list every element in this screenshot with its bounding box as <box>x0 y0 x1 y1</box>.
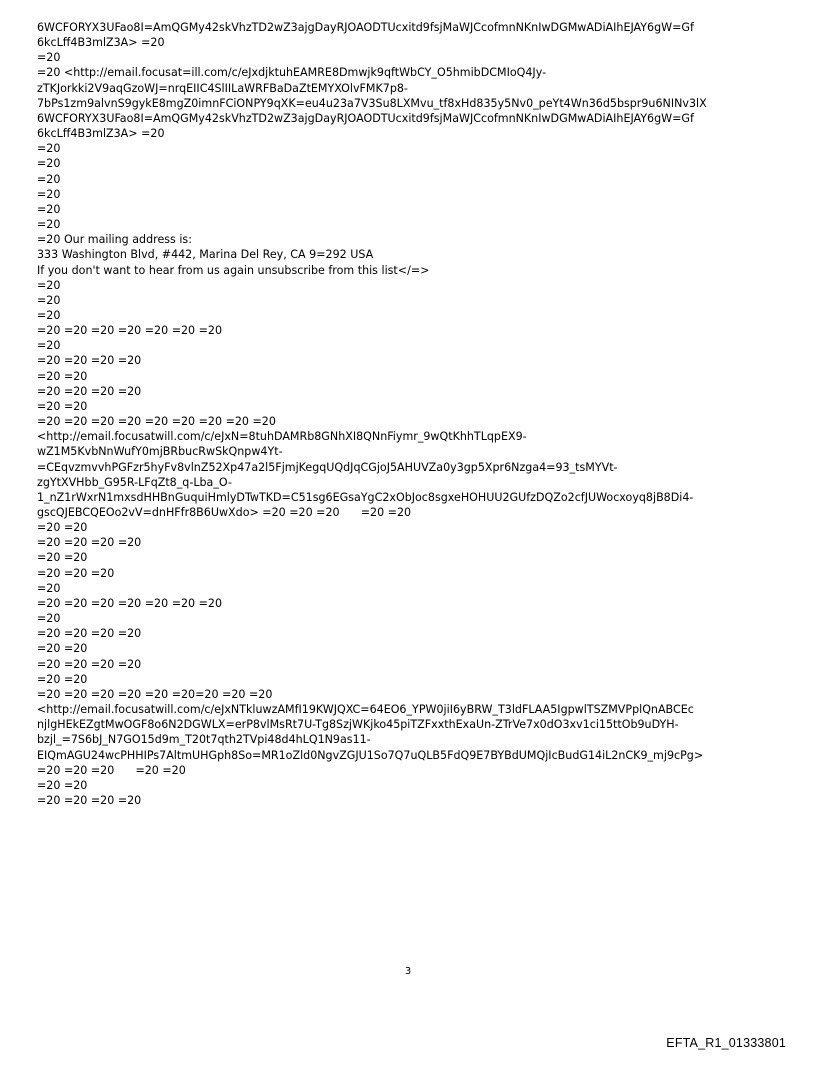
text-line: 7bPs1zm9alvnS9gykE8mgZ0imnFCiONPY9qXK=eu4u23a7V3Su8LXMvu_tf8xHd835y5Nv0_peYt4Wn36d5bspr9u6NINv3lX <box>37 96 707 110</box>
text-line: =20 =20 <box>37 642 88 656</box>
text-line: =20 Our mailing address is: <box>37 233 192 247</box>
text-line: =20 <box>37 612 61 626</box>
text-line: =20 <box>37 157 61 171</box>
text-line: =20 =20 =20 =20 <box>37 536 142 550</box>
text-line: =20 =20 <box>37 778 88 792</box>
text-line: =20 =20 =20 =20 <box>37 657 142 671</box>
text-line: =20 <box>37 142 61 156</box>
text-line: =20 <box>37 172 61 186</box>
text-line: =20 =20 =20 =20 =20 <box>37 763 186 777</box>
text-line: =20 <http://email.focusat=ill.com/c/eJxdjktuhEAMRE8Dmwjk9qftWbCY_O5hmibDCMIoQ4Jy- <box>37 66 547 80</box>
text-line: =CEqvzmvvhPGFzr5hyFv8vlnZ52Xp47a2l5FjmjKegqUQdJqCGjoJ5AHUVZa0y3gp5Xpr6Nzga4=93_tsMYVt- <box>37 460 618 474</box>
text-line: =20 =20 <box>37 551 88 565</box>
text-line: =20 =20 =20 =20 <box>37 354 142 368</box>
text-line: 6kcLff4B3mlZ3A> =20 <box>37 36 165 50</box>
text-line: =20 =20 <box>37 399 88 413</box>
text-line: =20 <box>37 187 61 201</box>
text-line: =20 =20 =20 =20 =20 =20 =20 <box>37 324 223 338</box>
text-line: wZ1M5KvbNnWufY0mjBRbucRwSkQnpw4Yt- <box>37 445 283 459</box>
text-line: =20 <box>37 51 61 65</box>
text-line: =20 =20 <box>37 672 88 686</box>
text-line: =20 <box>37 581 61 595</box>
text-line: =20 <box>37 293 61 307</box>
text-line: =20 =20 =20 =20 =20 =20 =20 <box>37 596 223 610</box>
text-line: =20 =20 =20 <box>37 566 115 580</box>
text-line: =20 =20 <box>37 369 88 383</box>
text-line: gscQJEBCQEOo2vV=dnHFfr8B6UwXdo> =20 =20 =20 =20 =20 <box>37 506 412 519</box>
text-line: 6WCFORYX3UFao8I=AmQGMy42skVhzTD2wZ3ajgDayRJOAODTUcxitd9fsjMaWJCcofmnNKnIwDGMwADiAIhEJAY6gW=Gf <box>37 21 694 34</box>
text-line: =20 =20 =20 =20 <box>37 384 142 398</box>
text-line: =20 <box>37 308 61 322</box>
text-line: bzjl_=7S6bJ_N7GO15d9m_T20t7qth2TVpi48d4hLQ1N9as11- <box>37 733 371 747</box>
text-line: =20 <box>37 339 61 353</box>
text-line: If you don't want to hear from us again unsubscribe from this list</=> <box>37 263 430 277</box>
text-line: 333 Washington Blvd, #442, Marina Del Rey, CA 9=292 USA <box>37 248 374 262</box>
text-line: njlgHEkEZgtMwOGF8o6N2DGWLX=erP8vlMsRt7U-Tg8SzjWKjko45piTZFxxthExaUn-ZTrVe7x0dO3xv1ci15ttOb9uDYH- <box>37 718 679 732</box>
text-line: zgYtXVHbb_G95R-LFqZt8_q-Lba_O- <box>37 475 232 489</box>
text-line: =20 =20 =20 =20 =20 =20 =20 =20 =20 <box>37 415 276 429</box>
text-line: =20 <box>37 278 61 292</box>
text-line: =20 =20 =20 =20 =20 =20=20 =20 =20 <box>37 687 273 701</box>
text-line: EIQmAGU24wcPHHIPs7AltmUHGph8So=MR1oZld0NgvZGJU1So7Q7uQLB5FdQ9E7BYBdUMQjIcBudG14iL2nCK9_mj9cPg> <box>37 748 704 762</box>
text-line: <http://email.focusatwill.com/c/eJxN=8tuhDAMRb8GNhXI8QNnFiymr_9wQtKhhTLqpEX9- <box>37 430 527 444</box>
page-number: 3 <box>404 966 412 977</box>
document-id: EFTA_R1_01333801 <box>666 1036 786 1050</box>
text-line: =20 =20 =20 =20 <box>37 793 142 807</box>
email-body-text <box>37 20 797 808</box>
text-line: 1_nZ1rWxrN1mxsdHHBnGuquiHmlyDTwTKD=C51sg6EGsaYgC2xObJoc8sgxeHOHUU2GUfzDQZo2cfJUWocxoyq8jB8Di4- <box>37 490 694 504</box>
text-line: 6WCFORYX3UFao8I=AmQGMy42skVhzTD2wZ3ajgDayRJOAODTUcxitd9fsjMaWJCcofmnNKnIwDGMwADiAIhEJAY6gW=Gf <box>37 111 694 125</box>
text-line: =20 <box>37 202 61 216</box>
text-line: =20 =20 <box>37 521 88 535</box>
text-line: zTKJorkki2V9aqGzoWJ=nrqEIIC4SlIILaWRFBaDaZtEMYXOlvFMK7p8- <box>37 81 408 95</box>
text-line: =20 =20 =20 =20 <box>37 627 142 641</box>
text-line: <http://email.focusatwill.com/c/eJxNTkluwzAMfI19KWJQXC=64EO6_YPW0jiI6yBRW_T3ldFLAA5IgpwlTSZMVPplQnABCEc <box>37 703 694 717</box>
text-line: 6kcLff4B3mlZ3A> =20 <box>37 127 165 141</box>
text-line: =20 <box>37 218 61 232</box>
